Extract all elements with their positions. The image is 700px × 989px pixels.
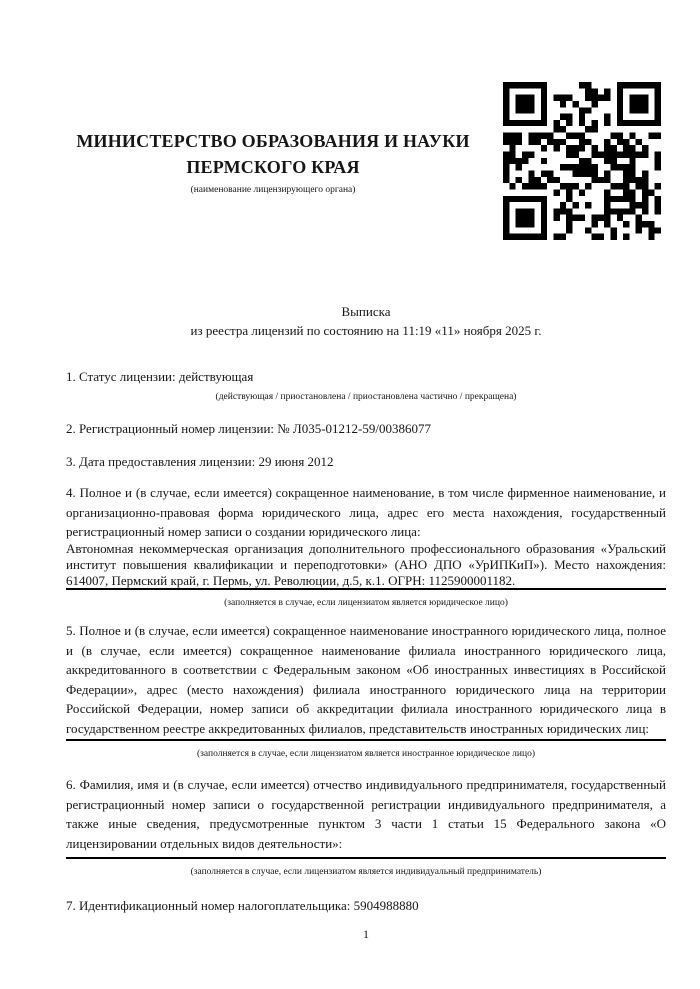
- ministry-name-line1: МИНИСТЕРСТВО ОБРАЗОВАНИЯ И НАУКИ: [76, 131, 470, 151]
- item-6-fill-rule: [66, 857, 666, 859]
- item-1-caption: (действующая / приостановлена / приостановлена частично / прекращена): [215, 392, 517, 402]
- item-7-taxpayer-number: 7. Идентификационный номер налогоплательщика: 5904988880: [66, 898, 419, 913]
- item-3-license-grant-date: 3. Дата предоставления лицензии: 29 июня 2012: [66, 454, 334, 469]
- item-6-caption: (заполняется в случае, если лицензиатом является индивидуальный предприниматель): [190, 867, 542, 877]
- item-5-caption: (заполняется в случае, если лицензиатом является иностранное юридическое лицо): [197, 749, 535, 759]
- item-4-caption: (заполняется в случае, если лицензиатом является юридическое лицо): [224, 598, 508, 608]
- ministry-name-line2: ПЕРМСКОГО КРАЯ: [186, 157, 360, 177]
- item-2-registration-number: 2. Регистрационный номер лицензии: № Л035-01212-59/00386077: [66, 421, 432, 436]
- item-6-individual-entrepreneur-heading: 6. Фамилия, имя и (в случае, если имеется) отчество индивидуального предпринимателя, государственный регистрационный номер записи о государственной регистрации индивидуального предпринимателя, а также иные сведения, предусмотренные пунктом 3 части 1 статьи 15 Федерального закона «О лицензировании отдельных видов деятельности»:: [66, 777, 666, 851]
- document-title: [66, 303, 666, 340]
- item-1-license-status: 1. Статус лицензии: действующая: [66, 369, 254, 384]
- title-line2: из реестра лицензий по состоянию на 11:19 «11» ноября 2025 г.: [190, 322, 542, 338]
- item-4-legal-entity-value: Автономная некоммерческая организация дополнительного профессионального образования «Уральский институт повышения квалификации и переподготовки» (АНО ДПО «УрИПКиП»). Место нахождения: 614007, Пермский край, г. Пермь, ул. Революции, д.5, к.1. ОГРН: 1125900001182.: [66, 541, 666, 589]
- item-4-fill-rule: [66, 588, 666, 590]
- item-5-foreign-entity-heading: 5. Полное и (в случае, если имеется) сокращенное наименование иностранного юридического лица, полное и (в случае, если имеется) сокращенное наименование филиала иностранного юридического лица, аккредитованного в соответствии с Федеральным законом «Об иностранных инвестициях в Российской Федерации», адрес (место нахождения) филиала иностранного юридического лица на территории Российской Федерации, номер записи об аккредитации филиала иностранного юридического лица в государственном реестре аккредитованных филиалов, представительств иностранных юридических лиц:: [66, 623, 666, 736]
- licensing-authority-caption: (наименование лицензирующего органа): [190, 185, 356, 195]
- licensing-authority-header: [66, 128, 480, 196]
- page-number: 1: [363, 927, 369, 941]
- title-line1: Выписка: [341, 304, 391, 319]
- qr-code: [503, 82, 661, 240]
- item-5-fill-rule: [66, 739, 666, 741]
- item-4-legal-entity-heading: 4. Полное и (в случае, если имеется) сокращенное наименование, в том числе фирменное наименование, и организационно-правовая форма юридического лица, адрес его места нахождения, государственный регистрационный номер записи о создании юридического лица:: [66, 485, 666, 539]
